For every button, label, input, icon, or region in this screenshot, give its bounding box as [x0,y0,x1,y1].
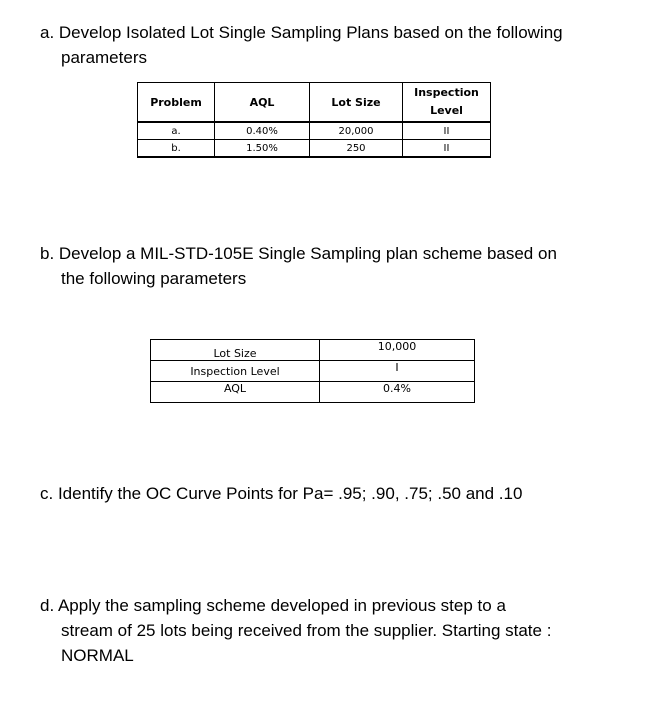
label-aql: AQL [151,382,320,403]
section-b-text [40,241,557,291]
cell-aql: 0.40% [215,122,310,140]
section-d-line3: NORMAL [61,646,134,665]
table-row [151,382,475,403]
parameters-table-a [137,82,491,158]
section-c-line1: c. Identify the OC Curve Points for Pa= .95; .90, .75; .50 and .10 [40,484,523,503]
cell-aql: 1.50% [215,140,310,158]
section-d-line2: stream of 25 lots being received from the supplier. Starting state : [61,621,552,640]
label-lot-size: Lot Size [151,340,320,361]
section-b-line1: b. Develop a MIL-STD-105E Single Sampling plan scheme based on [40,244,557,263]
header-aql: AQL [215,83,310,123]
table-row [138,140,491,158]
label-inspection-level: Inspection Level [151,361,320,382]
cell-inspection-level: II [403,122,491,140]
table-row [151,361,475,382]
table-a-header-row [138,83,491,123]
value-inspection-level: I [320,361,475,382]
table-row [151,340,475,361]
value-aql: 0.4% [320,382,475,403]
header-inspection-level: Inspection Level [403,83,491,123]
section-d-text [40,593,551,668]
section-a-text [40,20,563,70]
header-problem: Problem [138,83,215,123]
table-row [138,122,491,140]
cell-problem: b. [138,140,215,158]
value-lot-size: 10,000 [320,340,475,361]
cell-problem: a. [138,122,215,140]
section-b-line2: the following parameters [61,269,247,288]
cell-lot-size: 20,000 [310,122,403,140]
section-d-line1: d. Apply the sampling scheme developed in previous step to a [40,596,506,615]
cell-inspection-level: II [403,140,491,158]
section-a-line2: parameters [61,48,147,67]
parameters-table-b [150,339,475,403]
section-c-text [40,481,522,506]
cell-lot-size: 250 [310,140,403,158]
section-a-line1: a. Develop Isolated Lot Single Sampling Plans based on the following [40,23,563,42]
header-lot-size: Lot Size [310,83,403,123]
